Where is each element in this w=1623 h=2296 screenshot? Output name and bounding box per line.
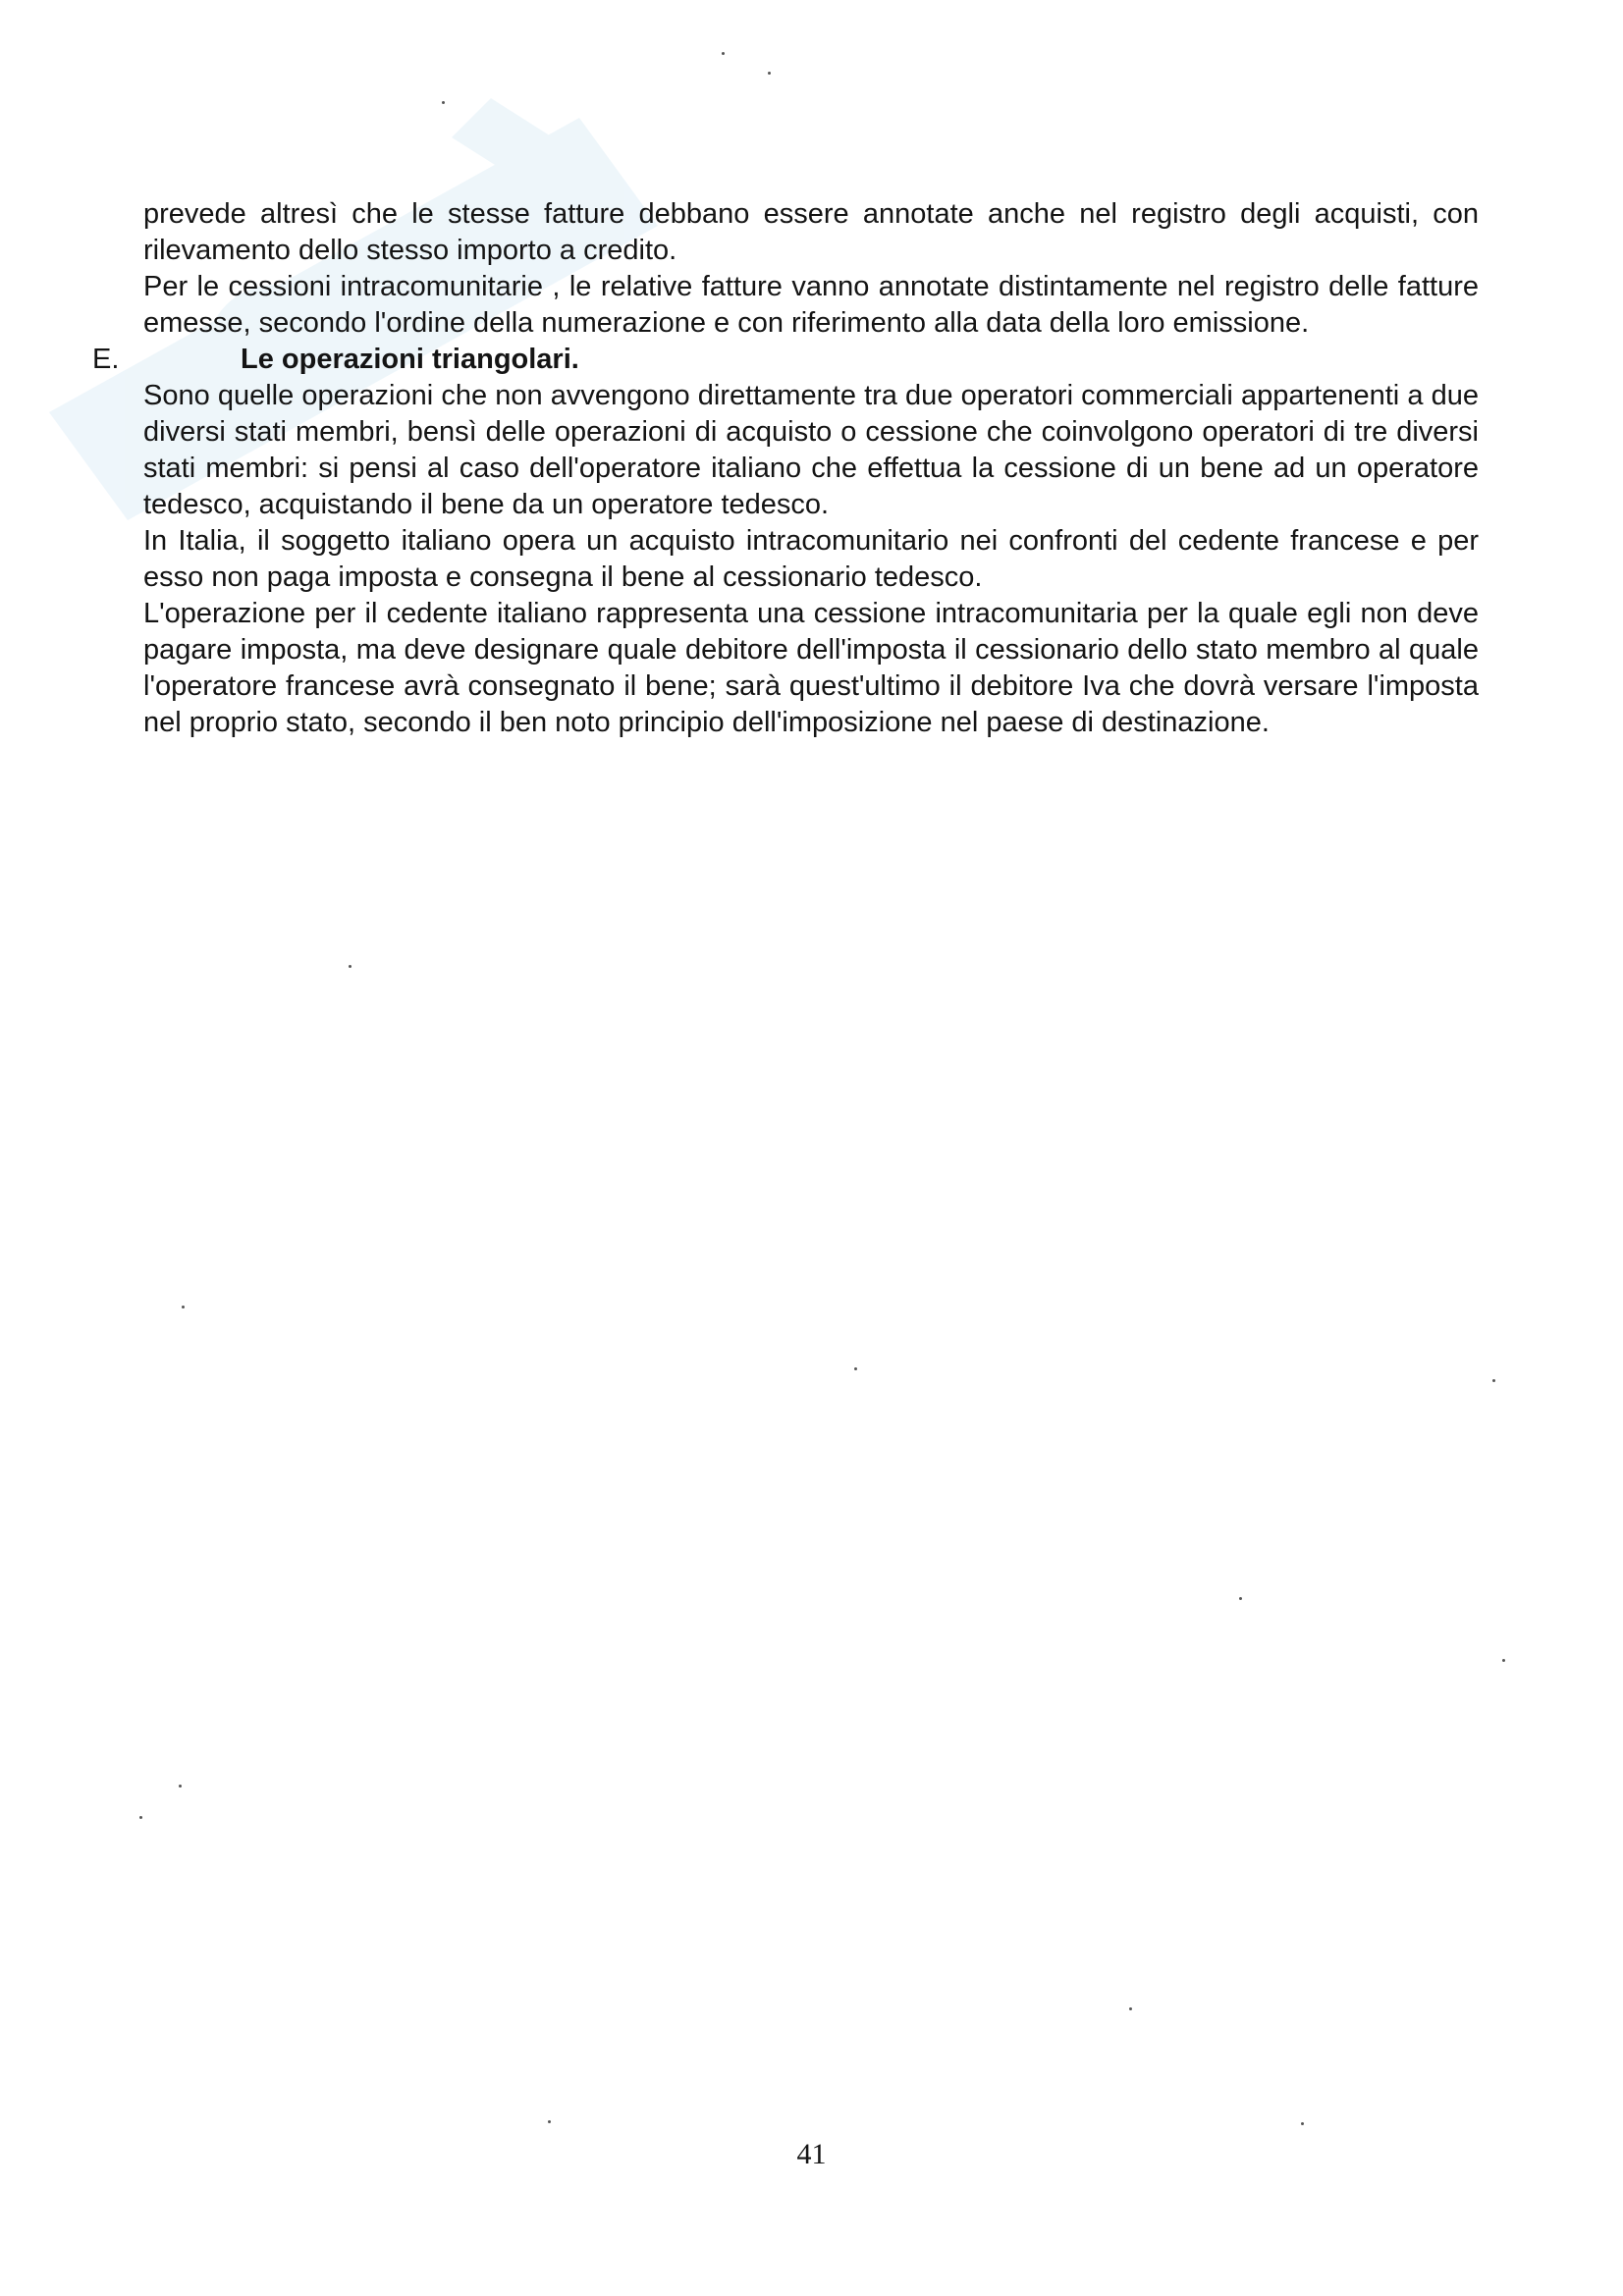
scan-speck xyxy=(1502,1659,1505,1662)
paragraph: prevede altresì che le stesse fatture debbano essere annotate anche nel registro degli acquisti, con rilevamento dello stesso importo a credito. xyxy=(143,198,1479,266)
scan-speck xyxy=(442,101,445,104)
paragraph: Sono quelle operazioni che non avvengono direttamente tra due operatori commerciali appartenenti a due diversi stati membri, bensì delle operazioni di acquisto o cessione che coinvolgono operatori di tre diversi stati membri: si pensi al caso dell'operatore italiano che effettua la cessione di un bene ad un operatore tedesco, acquistando il bene da un operatore tedesco. xyxy=(143,380,1479,520)
section-heading xyxy=(92,342,1479,378)
scan-speck xyxy=(1301,2122,1304,2125)
section-title: Le operazioni triangolari. xyxy=(241,344,579,375)
paragraph: Per le cessioni intracomunitarie , le relative fatture vanno annotate distintamente nel registro delle fatture emesse, secondo l'ordine della numerazione e con riferimento alla data della loro emissione. xyxy=(143,271,1479,339)
page-number: 41 xyxy=(796,2138,827,2170)
scan-speck xyxy=(722,52,725,55)
section-letter: E. xyxy=(92,344,120,375)
scan-speck xyxy=(1129,2007,1132,2010)
scan-speck xyxy=(182,1306,185,1308)
scan-speck xyxy=(768,72,771,75)
scan-speck xyxy=(1239,1597,1242,1600)
scan-speck xyxy=(548,2120,551,2123)
paragraph: L'operazione per il cedente italiano rappresenta una cessione intracomunitaria per la quale egli non deve pagare imposta, ma deve designare quale debitore dell'imposta il cessionario dello stato membro al quale l'operatore francese avrà consegnato il bene; sarà quest'ultimo il debitore Iva che dovrà versare l'imposta nel proprio stato, secondo il ben noto principio dell'imposizione nel paese di destinazione. xyxy=(143,598,1479,738)
scan-speck xyxy=(349,965,352,968)
scan-speck xyxy=(854,1367,857,1370)
paragraph: In Italia, il soggetto italiano opera un acquisto intracomunitario nei confronti del cedente francese e per esso non paga imposta e consegna il bene al cessionario tedesco. xyxy=(143,525,1479,593)
document-body xyxy=(92,196,1479,741)
scan-speck xyxy=(179,1785,182,1788)
scan-speck xyxy=(1492,1379,1495,1382)
scan-speck xyxy=(139,1816,142,1819)
